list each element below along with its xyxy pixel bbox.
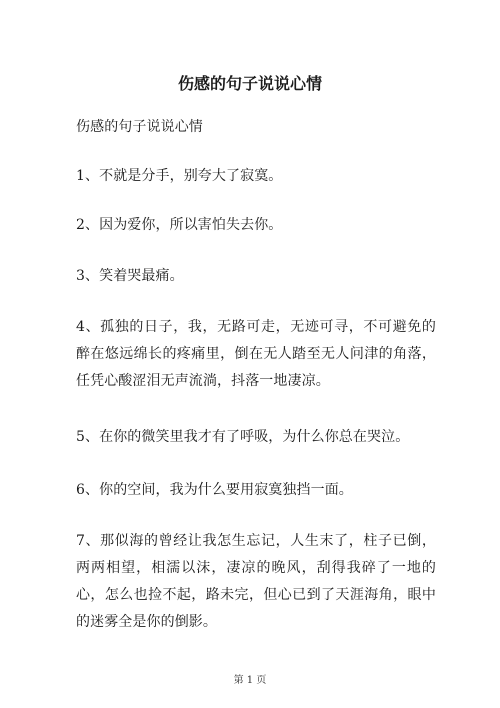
- paragraph-1: 1、不就是分手，别夸大了寂寞。: [76, 168, 283, 184]
- paragraph-2: 2、因为爱你，所以害怕失去你。: [76, 217, 283, 233]
- document-subtitle: 伤感的句子说说心情: [76, 119, 203, 135]
- page-number-footer: 第 1 页: [233, 675, 267, 686]
- page-title: 伤感的句子说说心情: [177, 74, 322, 93]
- paragraph-3: 3、笑着哭最痛。: [76, 268, 184, 284]
- paragraph-7: 7、那似海的曾经让我怎生忘记，人生末了，柱子已倒，两两相望，相濡以沫，凄凉的晚风，刮得我碎了一地的心，怎么也捡不起，路未完，但心已到了天涯海角，眼中的迷雾全是你的倒影。: [76, 533, 436, 630]
- paragraph-6: 6、你的空间，我为什么要用寂寞独挡一面。: [76, 482, 353, 498]
- paragraph-4: 4、孤独的日子，我，无路可走，无迹可寻，不可避免的醉在悠远绵长的疼痛里，倒在无人踏至无人问津的角落，任凭心酸涩泪无声流淌，抖落一地凄凉。: [76, 319, 436, 389]
- paragraph-5: 5、在你的微笑里我才有了呼吸，为什么你总在哭泣。: [76, 429, 410, 445]
